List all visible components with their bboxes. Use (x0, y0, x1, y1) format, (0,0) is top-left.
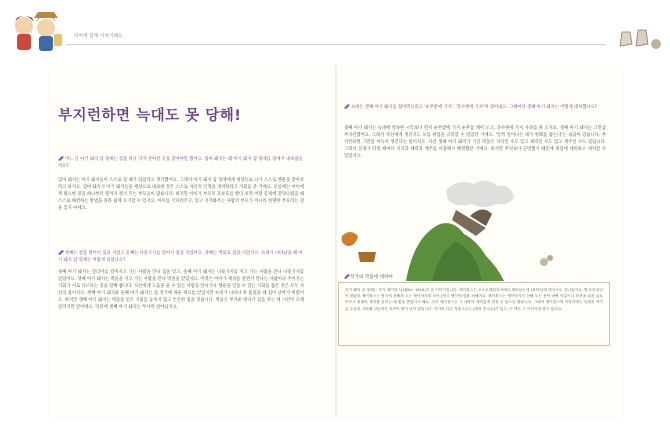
pencil-icon (58, 156, 64, 161)
page-title: 부지런하면 늑대도 못 당해! (58, 108, 242, 124)
pencil-icon (58, 250, 64, 255)
note-title (344, 274, 393, 280)
answer-3: 셋째 아기 돼지는 늑대에 약속한 시각보다 먼저 순무밭에 가서 순무를 캐어 오고, 과수원에 가서 사과를 따 오지요. 셋째 아기 돼지는 그만큼 부지런했어요. 그래서 자신에게 생길지도 모를 위험을 극복할 수 있었던 거예요. '일찍 일어나는 새가 벌레를 잡는다'는 속담이 있습니다. 부지런하면 그만큼 이득이 생긴다는 말이지요. 사실 셋째 아기 돼지가 가진 벽돌은 지식일 수도 있고 체력일 수도 있고 재주일 수도 있답니다. 그래서 문제가 닥칠 때마다 지식과 체력과 재주를 이용해서 해결했던 거예요. 하지만 무엇보다 근면했기 때문에 위험에 대비하고 대처할 수 있었지요. (344, 126, 606, 160)
answer-1: 엄마 돼지는 아기 돼지들이 스스로 설 때가 되었다고 생각했어요. 그래서 아기 돼지 삼 형제에게 세상으로 나가 스스로 행운을 찾아보라고 하지요. 엄마 돼지가 아기 돼지들을 세상으로 내보낸 것은 스스로 자신의 인생을 개척하라고 기회를 준 거예요. 모름에는 아이에게 필요한 것을 하나부터 열까지 챙겨 주는 부모들이 많습니다. 하지만 아이가 부모의 과보호를 받다 보면 어떤 문제에 맞닥뜨렸을 때 스스로 해결하는 방법을 몰라 쉽게 포기할 수 있지요. 아이를 기다려주고, 믿고 지켜봐주는 사람의 부모가 아니라 현명한 부모라는 것을 잊지 마세요. (58, 178, 304, 212)
header-title: 터미에 함께 이야기해요 (74, 34, 123, 39)
question-2-text: 첫째는 짚을 엮어서 집을 지었고 둘째는 나뭇가지를 엮어서 집을 지었어요. 셋째는 벽돌로 집을 지었지요. 늑대가 나타났을 때 아기 돼지 삼 형제는 어떻게 되었나요? (58, 251, 303, 263)
question-2 (58, 250, 304, 265)
pencil-icon (344, 104, 350, 109)
note-title-text: 작가와 작품에 대하여 (350, 275, 393, 280)
wolf-and-hill-illustration (336, 176, 596, 281)
question-3-text: 늑대는 셋째 아기 돼지를 잡아먹으려고 '순무밭에 가자', '과수원에 가자'며 꾀어내요. 그때마다 셋째 아기 돼지는 어떻게 대처했나요? (351, 105, 598, 110)
author-note-box: 아기 돼지 삼 형제는 작가 제이콥스(1854~1916)가 쓴 이야기입니다. 제이콥스는 오스트레일리아에서 태어났는데 1872년에 영국으로 건너갔지요. 영국에 관심이 많았던 제이콥스는 영국에 전해져 오는 옛이야기를 모아 [영국 옛이야기]를 펴냈어요. 제이콥스는 옛이야기가 전해 오는 동안 바뀐 이름이나 표현을 쉬운 글로 바꾸고 원래의 재미를 살리는 데 힘을 쏟았다고 해요. 특히 제이콥스는 그 내용이 재미있게 읽힐 수 있도록 썼답니다. 그래서 제이콥스의 이야기에는 특별히 아이들 수준을 고려해 다듬어진 표현이 많이 남아 있답니다. 작가의 다른 작품으로는 [잭과 콩나무]가 있고, 이 책은 그 이야기를 담고 있지요. (338, 282, 610, 346)
question-1 (58, 156, 304, 171)
question-3 (344, 104, 606, 112)
children-illustration (8, 4, 70, 56)
question-1-text: 어느 날 아기 돼지 삼 형제는 집을 떠나 각자 살아갈 곳을 찾아야만 했어요. 엄마 돼지는 왜 아기 돼지 삼 형제를 집에서 내보냈을까요? (58, 157, 303, 169)
header-divider (66, 44, 606, 45)
answer-2: 첫째 아기 돼지는 짚더미를 걸머지고 가는 사람을 만나 집을 얻고, 둘째 아기 돼지는 나뭇가지를 지고 가는 사람을 만나 나뭇가지를 얻었어요. 셋째 아기 돼지는 벽돌을 지고 가는 사람을 만나 벽돌을 얻었지요. 이것은 아이가 세상을 살면서 만나는 사람이나 주어지는 기회가 서로 다르다는 것을 말해 줍니다. 자신에게 도움을 줄 수 있는 사람을 만나거나 행운을 얻을 수 있는 기회를 잡은 것은 모두 자신의 몫이지요. 첫째 아기 돼지와 둘째 아기 돼지는 집 짓기에 쉬운 재료를 얻었지만 늑대가 나타나 후 불었을 때 집이 날아가 버렸어요. 하지만 셋째 아기 돼지는 벽돌을 얻은 기회를 놓치지 않고 튼튼한 집을 짓습니다. 벽돌은 무거운 데다가 집을 짓는 데 시간이 오래 걸리지만 말이에요. 덕분에 셋째 아기 돼지는 무사히 살아남지요. (58, 270, 304, 311)
header-strip (0, 0, 670, 62)
shoes-illustration (616, 22, 664, 54)
